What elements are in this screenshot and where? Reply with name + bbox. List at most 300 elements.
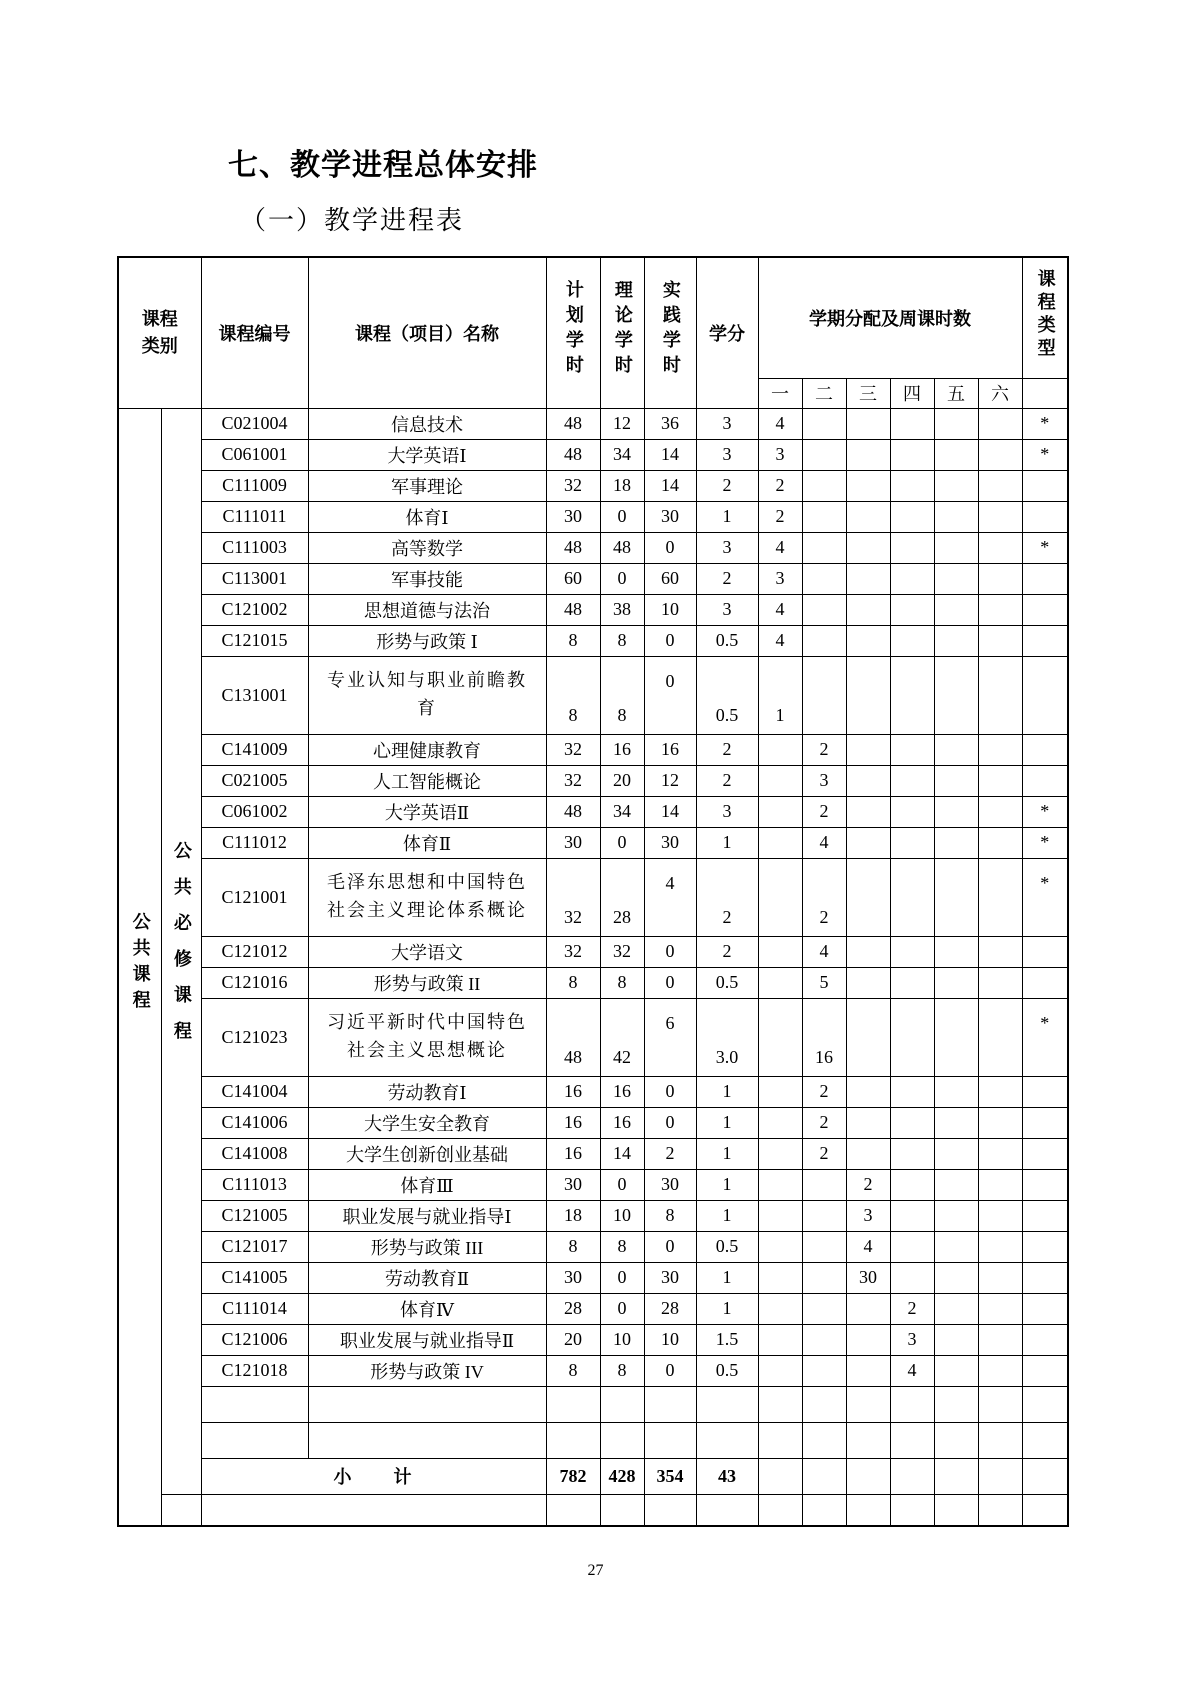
course-type-cell bbox=[1022, 439, 1068, 470]
practice-hours-cell bbox=[644, 734, 696, 765]
planned-hours-cell bbox=[546, 998, 600, 1076]
credits-cell bbox=[696, 439, 758, 470]
course-code-cell bbox=[201, 967, 308, 998]
semester-3-hours-cell bbox=[846, 936, 890, 967]
semester-2-hours-cell-text: 4 bbox=[819, 941, 829, 961]
planned-hours-cell bbox=[546, 656, 600, 734]
credits-cell-text: 3 bbox=[722, 537, 732, 557]
semester-4-hours-cell bbox=[890, 1076, 934, 1107]
course-code-cell bbox=[201, 408, 308, 439]
semester-2-hours-cell bbox=[802, 1169, 846, 1200]
course-code-cell bbox=[201, 656, 308, 734]
semester-4-hours-cell bbox=[890, 501, 934, 532]
theory-hours-cell bbox=[600, 1355, 644, 1386]
practice-hours-cell bbox=[644, 625, 696, 656]
practice-hours-cell-text: 2 bbox=[665, 1143, 675, 1163]
course-code-cell bbox=[201, 796, 308, 827]
theory-hours-cell-text: 34 bbox=[613, 801, 631, 821]
course-code-cell-text: C111012 bbox=[222, 832, 287, 852]
semester-3-hours-cell bbox=[846, 1324, 890, 1355]
practice-hours-cell bbox=[644, 439, 696, 470]
semester-4-hours-cell bbox=[890, 1138, 934, 1169]
practice-hours-cell-text: 36 bbox=[661, 413, 679, 433]
theory-hours-cell bbox=[600, 625, 644, 656]
credits-cell bbox=[696, 998, 758, 1076]
semester-1-hours-cell bbox=[758, 594, 802, 625]
semester-6-hours-cell bbox=[978, 1262, 1022, 1293]
course-code-cell bbox=[201, 765, 308, 796]
course-code-cell-text: C121015 bbox=[221, 630, 288, 650]
credits-cell-text: 1 bbox=[722, 1205, 732, 1225]
course-name-cell-text: 形势与政策 II bbox=[373, 973, 481, 994]
theory-hours-cell bbox=[600, 998, 644, 1076]
semester-5-hours-cell bbox=[934, 1169, 978, 1200]
semester-3-hours-cell bbox=[846, 1200, 890, 1231]
header-course-name: 课程（项目）名称 bbox=[308, 257, 546, 408]
course-name-cell bbox=[308, 936, 546, 967]
semester-3-hours-cell-text: 3 bbox=[863, 1205, 873, 1225]
credits-cell bbox=[696, 1200, 758, 1231]
course-code-cell-text: C113001 bbox=[221, 568, 288, 588]
planned-hours-cell bbox=[546, 470, 600, 501]
planned-hours-cell bbox=[546, 936, 600, 967]
credits-cell-text: 3 bbox=[722, 444, 732, 464]
semester-1-hours-cell bbox=[758, 1231, 802, 1262]
course-name-cell-text: 体育Ⅱ bbox=[402, 833, 452, 854]
planned-hours-cell bbox=[546, 1422, 600, 1458]
course-code-cell-text: C121006 bbox=[221, 1329, 288, 1349]
semester-1-hours-cell bbox=[758, 1355, 802, 1386]
credits-cell-text: 2 bbox=[722, 475, 732, 495]
table-row bbox=[118, 998, 1068, 1076]
semester-6-hours-cell bbox=[978, 408, 1022, 439]
header-course-type bbox=[1022, 257, 1068, 378]
course-code-cell bbox=[201, 1293, 308, 1324]
semester-6-hours-cell bbox=[978, 1324, 1022, 1355]
course-type-cell bbox=[1022, 470, 1068, 501]
course-code-cell bbox=[201, 1200, 308, 1231]
practice-hours-cell-text: 10 bbox=[661, 1329, 679, 1349]
planned-hours-cell-text: 32 bbox=[564, 906, 582, 927]
course-code-cell bbox=[201, 532, 308, 563]
semester-4-hours-cell bbox=[890, 1422, 934, 1458]
course-code-cell bbox=[201, 563, 308, 594]
theory-hours-cell bbox=[600, 1231, 644, 1262]
course-type-cell bbox=[1022, 765, 1068, 796]
semester-3-hours-cell bbox=[846, 827, 890, 858]
course-name-cell bbox=[308, 1262, 546, 1293]
course-code-cell-text: C121023 bbox=[221, 1026, 288, 1047]
semester-4-hours-cell-text: 4 bbox=[907, 1360, 917, 1380]
semester-4-hours-cell bbox=[890, 796, 934, 827]
course-type-cell bbox=[1022, 408, 1068, 439]
semester-1-hours-cell bbox=[758, 936, 802, 967]
course-type-cell bbox=[1022, 998, 1068, 1076]
planned-hours-cell-text: 32 bbox=[564, 475, 582, 495]
semester-1-hours-cell bbox=[758, 625, 802, 656]
practice-hours-cell bbox=[644, 1076, 696, 1107]
course-type-cell bbox=[1022, 656, 1068, 734]
semester-6-hours-cell bbox=[978, 1231, 1022, 1262]
header-planned-hours bbox=[546, 257, 600, 408]
semester-4-hours-cell bbox=[890, 439, 934, 470]
course-name-cell bbox=[308, 796, 546, 827]
credits-cell-text: 0.5 bbox=[715, 972, 739, 992]
table-row bbox=[118, 1169, 1068, 1200]
course-type-cell bbox=[1022, 827, 1068, 858]
semester-1-hours-cell-text: 2 bbox=[775, 506, 785, 526]
theory-hours-cell-text: 14 bbox=[613, 1143, 631, 1163]
subtotal-theory-hours: 428 bbox=[600, 1458, 644, 1494]
theory-hours-cell-text: 12 bbox=[613, 413, 631, 433]
credits-cell-text: 2 bbox=[722, 568, 732, 588]
credits-cell-text: 1 bbox=[722, 1143, 732, 1163]
planned-hours-cell-text: 16 bbox=[564, 1112, 582, 1132]
theory-hours-cell-text: 18 bbox=[613, 475, 631, 495]
table-row bbox=[118, 967, 1068, 998]
semester-6-hours-cell bbox=[978, 594, 1022, 625]
practice-hours-cell-text: 14 bbox=[661, 801, 679, 821]
semester-5-hours-cell bbox=[934, 734, 978, 765]
credits-cell bbox=[696, 858, 758, 936]
theory-hours-cell bbox=[600, 734, 644, 765]
course-code-cell bbox=[201, 625, 308, 656]
semester-4-hours-cell-text: 3 bbox=[907, 1329, 917, 1349]
theory-hours-cell bbox=[600, 563, 644, 594]
semester-1-hours-cell bbox=[758, 1169, 802, 1200]
semester-1-hours-cell bbox=[758, 1386, 802, 1422]
planned-hours-cell-text: 48 bbox=[564, 444, 582, 464]
credits-cell-text: 2 bbox=[722, 941, 732, 961]
planned-hours-cell-text: 8 bbox=[568, 704, 578, 725]
credits-cell-text: 3.0 bbox=[715, 1046, 739, 1067]
semester-4-hours-cell-text: 2 bbox=[907, 1298, 917, 1318]
semester-3-hours-cell bbox=[846, 1169, 890, 1200]
theory-hours-cell bbox=[600, 408, 644, 439]
course-name-cell bbox=[308, 1138, 546, 1169]
course-code-cell bbox=[201, 827, 308, 858]
semester-2-hours-cell bbox=[802, 563, 846, 594]
course-type-cell-text: * bbox=[1040, 1012, 1050, 1033]
course-code-cell bbox=[201, 998, 308, 1076]
course-name-cell bbox=[308, 1324, 546, 1355]
course-name-cell-text: 体育Ⅲ bbox=[400, 1175, 454, 1196]
header-practice-hours-text: 实践学时 bbox=[660, 280, 681, 381]
semester-4-hours-cell bbox=[890, 563, 934, 594]
header-planned-hours-text: 计划学时 bbox=[563, 280, 584, 381]
theory-hours-cell-text: 8 bbox=[617, 1360, 627, 1380]
practice-hours-cell bbox=[644, 796, 696, 827]
course-code-cell-text: C121005 bbox=[221, 1205, 288, 1225]
planned-hours-cell-text: 32 bbox=[564, 770, 582, 790]
semester-3-hours-cell bbox=[846, 796, 890, 827]
course-code-cell bbox=[201, 1231, 308, 1262]
course-name-cell-text: 习近平新时代中国特色社会主义思想概论 bbox=[327, 1012, 527, 1060]
semester-6-hours-cell bbox=[978, 734, 1022, 765]
theory-hours-cell bbox=[600, 1262, 644, 1293]
category-cell-public-required-courses bbox=[161, 408, 201, 1494]
course-code-cell bbox=[201, 1138, 308, 1169]
semester-6-hours-cell bbox=[978, 796, 1022, 827]
semester-4-hours-cell bbox=[890, 1386, 934, 1422]
semester-3-hours-cell bbox=[846, 998, 890, 1076]
course-type-cell bbox=[1022, 1386, 1068, 1422]
semester-2-hours-cell bbox=[802, 408, 846, 439]
practice-hours-cell bbox=[644, 1422, 696, 1458]
semester-5-hours-cell bbox=[934, 1262, 978, 1293]
course-name-cell-text: 劳动教育Ⅰ bbox=[387, 1082, 467, 1103]
credits-cell-text: 1 bbox=[722, 1081, 732, 1101]
course-table-body bbox=[118, 408, 1068, 1526]
semester-2-hours-cell bbox=[802, 594, 846, 625]
course-code-cell bbox=[201, 470, 308, 501]
subtotal-semester-2-cell bbox=[802, 1458, 846, 1494]
credits-cell bbox=[696, 1422, 758, 1458]
planned-hours-cell bbox=[546, 594, 600, 625]
table-header bbox=[118, 257, 1068, 408]
course-type-cell bbox=[1022, 1231, 1068, 1262]
practice-hours-cell-text: 30 bbox=[661, 832, 679, 852]
planned-hours-cell bbox=[546, 1200, 600, 1231]
practice-hours-cell bbox=[644, 1324, 696, 1355]
planned-hours-cell bbox=[546, 827, 600, 858]
header-theory-hours bbox=[600, 257, 644, 408]
theory-hours-cell-text: 0 bbox=[617, 568, 627, 588]
practice-hours-cell bbox=[644, 858, 696, 936]
planned-hours-cell-text: 32 bbox=[564, 739, 582, 759]
semester-4-hours-cell bbox=[890, 1355, 934, 1386]
semester-3-hours-cell bbox=[846, 858, 890, 936]
course-name-cell bbox=[308, 734, 546, 765]
course-name-cell bbox=[308, 1107, 546, 1138]
credits-cell bbox=[696, 1138, 758, 1169]
course-code-cell-text: C141009 bbox=[221, 739, 288, 759]
practice-hours-cell-text: 0 bbox=[665, 630, 675, 650]
bottom-merged-cell bbox=[201, 1494, 546, 1526]
theory-hours-cell bbox=[600, 656, 644, 734]
course-code-cell-text: C111009 bbox=[222, 475, 287, 495]
credits-cell bbox=[696, 594, 758, 625]
practice-hours-cell bbox=[644, 1200, 696, 1231]
teaching-schedule-table-wrap bbox=[117, 256, 1069, 1527]
semester-4-hours-cell bbox=[890, 532, 934, 563]
semester-2-hours-cell bbox=[802, 1386, 846, 1422]
semester-1-hours-cell bbox=[758, 998, 802, 1076]
practice-hours-cell bbox=[644, 563, 696, 594]
semester-2-hours-cell-text: 5 bbox=[819, 972, 829, 992]
credits-cell-text: 1 bbox=[722, 1112, 732, 1132]
course-type-cell-text: * bbox=[1040, 413, 1050, 433]
theory-hours-cell-text: 28 bbox=[613, 906, 631, 927]
semester-1-hours-cell bbox=[758, 532, 802, 563]
semester-6-hours-cell bbox=[978, 532, 1022, 563]
practice-hours-cell bbox=[644, 827, 696, 858]
semester-4-hours-cell bbox=[890, 656, 934, 734]
header-semester-6: 六 bbox=[978, 378, 1022, 408]
course-type-cell-text: * bbox=[1040, 537, 1050, 557]
course-code-cell bbox=[201, 439, 308, 470]
practice-hours-cell-text: 10 bbox=[661, 599, 679, 619]
practice-hours-cell bbox=[644, 1107, 696, 1138]
semester-2-hours-cell bbox=[802, 1200, 846, 1231]
practice-hours-cell bbox=[644, 594, 696, 625]
theory-hours-cell-text: 48 bbox=[613, 537, 631, 557]
semester-2-hours-cell-text: 2 bbox=[819, 1112, 829, 1132]
semester-1-hours-cell bbox=[758, 1262, 802, 1293]
credits-cell bbox=[696, 1324, 758, 1355]
theory-hours-cell-text: 0 bbox=[617, 832, 627, 852]
table-header-row bbox=[118, 257, 1068, 378]
semester-6-hours-cell bbox=[978, 1138, 1022, 1169]
credits-cell-text: 3 bbox=[722, 599, 732, 619]
header-course-type-text: 课程类型 bbox=[1035, 269, 1056, 362]
semester-2-hours-cell-text: 2 bbox=[819, 739, 829, 759]
practice-hours-cell-text: 28 bbox=[661, 1298, 679, 1318]
subtotal-label: 小 计 bbox=[201, 1458, 546, 1494]
bottom-practice-cell bbox=[644, 1494, 696, 1526]
semester-2-hours-cell bbox=[802, 827, 846, 858]
practice-hours-cell-text: 0 bbox=[665, 1112, 675, 1132]
course-code-cell-text: C061002 bbox=[221, 801, 288, 821]
semester-5-hours-cell bbox=[934, 1200, 978, 1231]
practice-hours-cell-text: 16 bbox=[661, 739, 679, 759]
semester-3-hours-cell bbox=[846, 625, 890, 656]
semester-1-hours-cell-text: 4 bbox=[775, 413, 785, 433]
theory-hours-cell-text: 10 bbox=[613, 1205, 631, 1225]
table-row bbox=[118, 625, 1068, 656]
semester-3-hours-cell bbox=[846, 1076, 890, 1107]
course-code-cell bbox=[201, 1169, 308, 1200]
semester-5-hours-cell bbox=[934, 1231, 978, 1262]
semester-5-hours-cell bbox=[934, 501, 978, 532]
course-name-cell bbox=[308, 765, 546, 796]
table-row bbox=[118, 439, 1068, 470]
course-name-cell bbox=[308, 998, 546, 1076]
course-name-cell-text: 职业发展与就业指导Ⅰ bbox=[342, 1206, 512, 1227]
semester-4-hours-cell bbox=[890, 1293, 934, 1324]
planned-hours-cell-text: 48 bbox=[564, 537, 582, 557]
practice-hours-cell-text: 6 bbox=[665, 1012, 675, 1033]
credits-cell-text: 1 bbox=[722, 832, 732, 852]
course-code-cell-text: C141006 bbox=[221, 1112, 288, 1132]
course-name-cell-text: 专业认知与职业前瞻教育 bbox=[327, 670, 527, 718]
planned-hours-cell-text: 30 bbox=[564, 506, 582, 526]
semester-1-hours-cell bbox=[758, 827, 802, 858]
planned-hours-cell-text: 8 bbox=[568, 972, 578, 992]
table-row bbox=[118, 1262, 1068, 1293]
theory-hours-cell-text: 0 bbox=[617, 506, 627, 526]
course-type-cell bbox=[1022, 1355, 1068, 1386]
semester-3-hours-cell bbox=[846, 470, 890, 501]
semester-1-hours-cell bbox=[758, 656, 802, 734]
course-code-cell-text: C141004 bbox=[221, 1081, 288, 1101]
theory-hours-cell-text: 16 bbox=[613, 739, 631, 759]
credits-cell-text: 1 bbox=[722, 1174, 732, 1194]
planned-hours-cell bbox=[546, 1169, 600, 1200]
semester-6-hours-cell bbox=[978, 1422, 1022, 1458]
planned-hours-cell-text: 48 bbox=[564, 413, 582, 433]
subtotal-row bbox=[118, 1458, 1068, 1494]
practice-hours-cell-text: 0 bbox=[665, 1360, 675, 1380]
course-name-cell bbox=[308, 470, 546, 501]
theory-hours-cell-text: 0 bbox=[617, 1174, 627, 1194]
semester-1-hours-cell-text: 1 bbox=[775, 704, 785, 725]
header-semester-distribution: 学期分配及周课时数 bbox=[758, 257, 1022, 378]
credits-cell-text: 0.5 bbox=[715, 1236, 739, 1256]
semester-2-hours-cell bbox=[802, 1076, 846, 1107]
theory-hours-cell-text: 8 bbox=[617, 972, 627, 992]
bottom-credits-cell bbox=[696, 1494, 758, 1526]
theory-hours-cell-text: 10 bbox=[613, 1329, 631, 1349]
planned-hours-cell-text: 30 bbox=[564, 1174, 582, 1194]
practice-hours-cell bbox=[644, 408, 696, 439]
semester-2-hours-cell bbox=[802, 625, 846, 656]
course-name-cell bbox=[308, 1386, 546, 1422]
semester-1-hours-cell-text: 3 bbox=[775, 568, 785, 588]
semester-5-hours-cell bbox=[934, 532, 978, 563]
semester-2-hours-cell bbox=[802, 998, 846, 1076]
course-type-cell bbox=[1022, 501, 1068, 532]
practice-hours-cell bbox=[644, 470, 696, 501]
semester-1-hours-cell bbox=[758, 796, 802, 827]
practice-hours-cell-text: 14 bbox=[661, 475, 679, 495]
practice-hours-cell bbox=[644, 936, 696, 967]
semester-4-hours-cell bbox=[890, 1231, 934, 1262]
semester-3-hours-cell-text: 2 bbox=[863, 1174, 873, 1194]
course-code-cell bbox=[201, 1355, 308, 1386]
table-row bbox=[118, 1231, 1068, 1262]
practice-hours-cell bbox=[644, 1262, 696, 1293]
course-name-cell bbox=[308, 1200, 546, 1231]
course-name-cell-text: 大学英语Ⅰ bbox=[387, 445, 467, 466]
planned-hours-cell-text: 32 bbox=[564, 941, 582, 961]
header-type-spacer-cell bbox=[1022, 378, 1068, 408]
semester-1-hours-cell bbox=[758, 1107, 802, 1138]
course-type-cell bbox=[1022, 1262, 1068, 1293]
semester-6-hours-cell bbox=[978, 439, 1022, 470]
table-row bbox=[118, 1293, 1068, 1324]
semester-3-hours-cell bbox=[846, 967, 890, 998]
subtotal-semester-5-cell bbox=[934, 1458, 978, 1494]
course-code-cell-text: C111003 bbox=[222, 537, 287, 557]
course-name-cell-text: 军事技能 bbox=[391, 569, 463, 590]
course-code-cell-text: C121002 bbox=[221, 599, 288, 619]
semester-1-hours-cell bbox=[758, 1293, 802, 1324]
theory-hours-cell bbox=[600, 765, 644, 796]
semester-1-hours-cell bbox=[758, 1422, 802, 1458]
table-row bbox=[118, 734, 1068, 765]
planned-hours-cell-text: 18 bbox=[564, 1205, 582, 1225]
table-row bbox=[118, 1200, 1068, 1231]
course-name-cell bbox=[308, 1076, 546, 1107]
table-row bbox=[118, 1355, 1068, 1386]
semester-4-hours-cell bbox=[890, 734, 934, 765]
course-type-cell bbox=[1022, 967, 1068, 998]
semester-4-hours-cell bbox=[890, 1169, 934, 1200]
semester-3-hours-cell-text: 4 bbox=[863, 1236, 873, 1256]
semester-3-hours-cell bbox=[846, 1355, 890, 1386]
semester-5-hours-cell bbox=[934, 827, 978, 858]
theory-hours-cell bbox=[600, 439, 644, 470]
credits-cell-text: 1 bbox=[722, 1298, 732, 1318]
planned-hours-cell bbox=[546, 1262, 600, 1293]
semester-1-hours-cell bbox=[758, 765, 802, 796]
category-cell-public-courses bbox=[118, 408, 161, 1526]
credits-cell bbox=[696, 656, 758, 734]
course-type-cell bbox=[1022, 796, 1068, 827]
semester-6-hours-cell bbox=[978, 998, 1022, 1076]
semester-5-hours-cell bbox=[934, 563, 978, 594]
